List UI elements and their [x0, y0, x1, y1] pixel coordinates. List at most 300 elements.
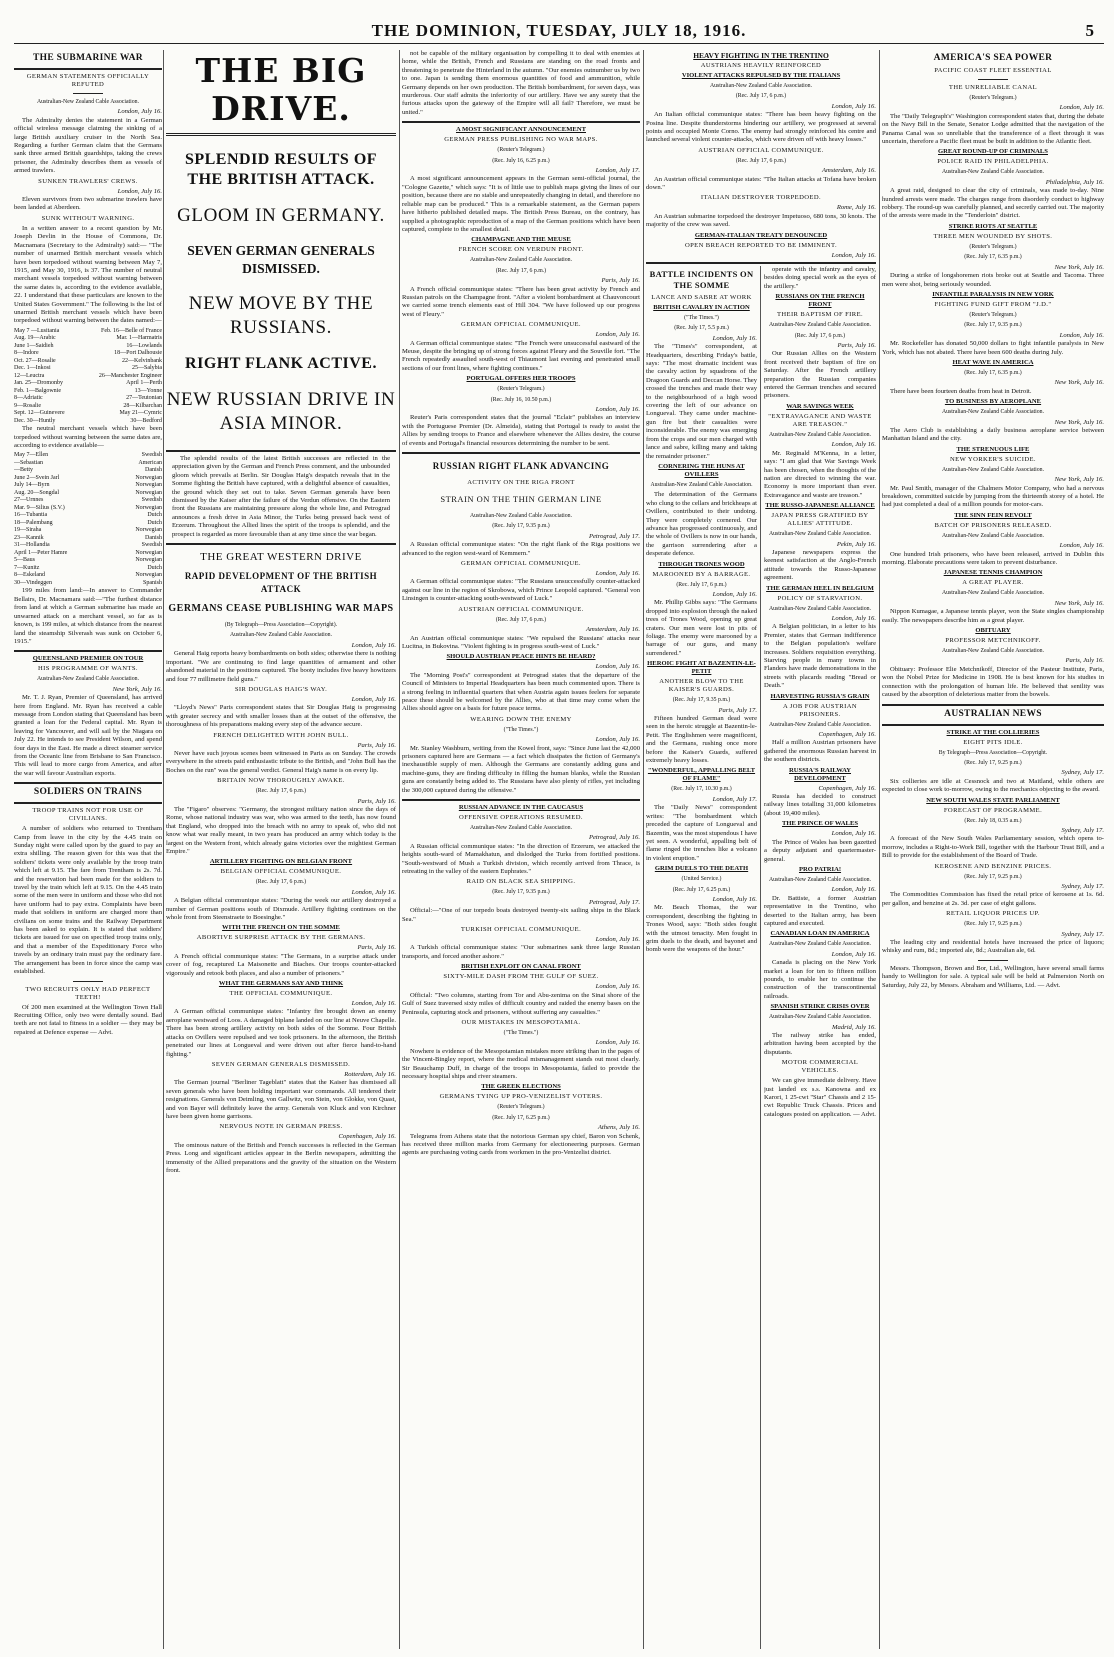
- source: Australian-New Zealand Cable Association.: [650, 481, 753, 488]
- subheadline: THEIR BAPTISM OF FIRE.: [776, 311, 864, 319]
- subheadline: OFFENSIVE OPERATIONS RESUMED.: [459, 814, 583, 821]
- received-time: (Rec. July 17, 6 p.m.): [495, 267, 547, 274]
- article-text: Dr. Battiste, a former Austrian representative in the Trentino, who deserted to the Italian army, has been captured and executed.: [764, 894, 876, 927]
- ship-row: Aug. 20—Songdal Norwegian: [14, 489, 162, 496]
- received-time: (Rec. July 17, 6.35 p.m.): [964, 369, 1022, 376]
- dateline: Philadelphia, July 16.: [1045, 178, 1104, 186]
- received-time: (Rec. July 17, 6 p.m.): [676, 581, 727, 588]
- received-time: (Rec. July 17, 6 p.m.): [495, 616, 547, 623]
- subheadline: FRENCH DELIGHTED WITH JOHN BULL.: [213, 731, 349, 739]
- article-text: Official:—"One of our torpedo boats destroyed twenty-six sailing ships in the Black Sea.": [402, 907, 640, 923]
- source: Australian-New Zealand Cable Association.: [941, 169, 1045, 176]
- article-text: The "Daily News" correspondent writes: "The bombardment which preceded the capture of Longueval and Bazentin, was the most stupendous I have yet seen. A wonderful, appalling belt of flame ringed the trenches like a volcano in violent eruption.": [646, 804, 757, 862]
- subheadline: KEROSENE AND BENZINE PRICES.: [934, 862, 1052, 870]
- dateline: London, July 16.: [595, 570, 640, 578]
- ship-row: 8—Adriatic 27—Teutonian: [14, 395, 162, 402]
- subheadline: WEARING DOWN THE ENEMY: [470, 715, 572, 723]
- source: (Reuter's Telegram.): [497, 147, 545, 154]
- subheadline: GERMAN OFFICIAL COMMUNIQUE.: [461, 321, 581, 329]
- ship-row: Dec. 30—Huntly 30—Bedford: [14, 417, 162, 424]
- misc-section: [764, 266, 876, 1649]
- received-time: (Rec. July 17, 6 p.m.): [255, 788, 307, 795]
- article-text: Telegrams from Athens state that the notorious German spy chief, Baron von Schenk, has received three million marks from Germany for electioneering purposes. German agents are purchasing voting cards from workmen in the pro-Venizelist district.: [402, 1132, 640, 1157]
- dateline: London, July 16.: [351, 641, 396, 649]
- column-rule: [643, 50, 644, 1649]
- received-time: (Rec. July 17, 5.5 p.m.): [674, 325, 729, 332]
- dateline: New York, July 16.: [1054, 418, 1104, 426]
- column-rule: [879, 50, 880, 1649]
- article-text: The railway strike has ended, arbitration having been accepted by the disputants.: [764, 1032, 876, 1056]
- subheadline: ACTIVITY ON THE RIGA FRONT: [467, 479, 575, 487]
- article-text: Official: "Two columns, starting from Tor and Abu-zenima on the Sinai shore of the Gulf of Suez traversed sixty miles of difficult country and raided the enemy bases on the Peninsula, capturing stock and prisoners, without suffering any casualties.": [402, 991, 640, 1016]
- received-time: (Rec. July 17, 9.35 p.m.): [492, 523, 550, 530]
- article-text: The "Morning Post's" correspondent at Petrograd states that the departure of the Council of Ministers to Imperial Headquarters has been much commented upon. There is a strong feeling in influential quarters that when Austria again issues feelers for separate peace these should be welcomed by the Allies, who at that time may come when the Allies should agree on a basis for future peace terms.: [402, 671, 640, 713]
- dateline: Paris, July 16.: [601, 277, 640, 285]
- source: (Reuter's Telegram.): [497, 386, 545, 393]
- dateline: Rome, July 16.: [836, 204, 876, 212]
- subheadline: FORECAST OF PROGRAMME.: [943, 806, 1043, 814]
- source: Australian-New Zealand Cable Association.: [469, 513, 573, 520]
- article-text: Fifteen hundred German dead were seen in the heroic struggle at Bazentin-le-Petit. The Englishmen were magnificent, and the Germans, rushing once more before the Kaiser's Guards, suffered extremely heavy losses.: [646, 715, 757, 765]
- headline: SHOULD AUSTRIAN PEACE HINTS BE HEARD?: [446, 653, 596, 661]
- article-text: Mr. Paul Smith, manager of the Chalmers Motor Company, who had a nervous breakdown, committed suicide by jumping from the thirteenth storey of a hotel. He had just completed a deal of a million pounds for motor-cars.: [882, 484, 1104, 509]
- source: Australian-New Zealand Cable Association.: [941, 590, 1045, 597]
- received-time: (Rec. July 17, 6 p.m.): [735, 93, 787, 100]
- source: Australian-New Zealand Cable Association.: [768, 1014, 872, 1021]
- article-text: The German journal "Berliner Tageblatt" states that the Kaiser has dismissed all seven generals who have been holding important war commands. All tendered their resignations. Generals von Deimling, von Gallwitz, von Stein, von Glokke, von Quast, and von Bayer will definitely leave the army. Generals von Kluck and von Kirchner have been given home garrisons.: [166, 1079, 396, 1120]
- subheadline: NERVOUS NOTE IN GERMAN PRESS.: [219, 1123, 343, 1131]
- source: Australian-New Zealand Cable Association.: [709, 83, 813, 89]
- subheadline: ANOTHER BLOW TO THE KAISER'S GUARDS.: [659, 678, 744, 694]
- received-time: (Rec. July 17, 9.25 p.m.): [964, 921, 1022, 928]
- received-time: (Rec. July 17, 9.25 p.m.): [964, 873, 1022, 880]
- source: Australian-New Zealand Cable Association.: [229, 632, 333, 639]
- subheadline: A JOB FOR AUSTRIAN PRISONERS.: [782, 702, 858, 718]
- headline: PORTUGAL OFFERS HER TROOPS: [466, 375, 576, 383]
- dateline: Sydney, July 17.: [1061, 930, 1104, 938]
- headline: HEAT WAVE IN AMERICA: [952, 358, 1034, 366]
- subheadline: BRITAIN NOW THOROUGHLY AWAKE.: [217, 777, 345, 785]
- headline: BATTLE INCIDENTS ON THE SOMME: [649, 269, 754, 290]
- received-time: (Rec. July 17, 9.25 p.m.): [964, 759, 1022, 766]
- masthead: [14, 18, 1104, 44]
- article-text: A German official communique states: "The Russians unsuccessfully counter-attacked against our line in the region of Skrobowa, which Prince Leopold captured. "General von Linsingen is counter-attacking south-westward of Luck.": [402, 578, 640, 603]
- article-text: The Admiralty denies the statement in a German official wireless message claiming the sinking of a large British auxiliary cruiser in the North Sea. Regarding a further German claim that the Germans sank three armed British guardships, taking the crews prisoner, the Admiralty describes them as vessels of armed trawlers.: [14, 116, 162, 175]
- subheadline: AUSTRIANS HEAVILY REINFORCED: [700, 62, 822, 69]
- ship-row: Sept. 12—Guinevere May 21—Cymric: [14, 410, 162, 417]
- dateline: Paris, July 16.: [1065, 657, 1104, 665]
- article-text: Mr. Reginald M'Kenna, in a letter, says: "I am glad that War Savings Week has been chosen, when the thoughts of the nation are directed to winning the war. Economy is more important than ever. Extravagance and waste are treason.": [764, 449, 876, 499]
- dateline: New York, July 16.: [1054, 476, 1104, 484]
- dateline: Paris, July 16.: [357, 944, 396, 952]
- headline: VIOLENT ATTACKS REPULSED BY THE ITALIANS: [681, 72, 841, 79]
- article-text: 199 miles from land:—In answer to Commander Bellairs, Dr. Macnamara said:—"The furthest distance from land at which a German submarine has made an unwarned attack on a merchant vessel, so far as is known, is 199 miles, at which distance from the nearest land the steamship Silverash was sunk on October 6, 1915.": [14, 587, 162, 645]
- ship-row: 30—Vindeggen Spanish: [14, 579, 162, 586]
- received-time: (Rec. July 17, 6.25 p.m.): [672, 886, 731, 893]
- dateline: New York, July 16.: [1054, 379, 1104, 387]
- page-number: 5: [1085, 20, 1094, 40]
- article-text: Obituary: Professor Elie Metchnikoff, Director of the Pasteur Institute, Paris, won the Nobel Prize for Medicine in 1908. He is best known for his studies in connection with the prolongation of human life. He believed that senility was caused by the absorption of deleterious matter from the bowels.: [882, 665, 1104, 699]
- headline: GERMAN-ITALIAN TREATY DENOUNCED: [694, 231, 828, 239]
- headline: RUSSIANS ON THE FRENCH FRONT: [775, 293, 865, 309]
- headline: OBITUARY: [975, 627, 1011, 635]
- newspaper-title: THE DOMINION, TUESDAY, JULY 18, 1916.: [371, 20, 747, 40]
- headline: THROUGH TRONES WOOD: [658, 560, 745, 568]
- source: Australian-New Zealand Cable Association.: [469, 257, 573, 264]
- article-text: The Prince of Wales has been gazetted a deputy adjutant and quartermaster-general.: [764, 838, 876, 863]
- subheadline: A GREAT PLAYER.: [962, 579, 1024, 587]
- ship-row: May 7—Ellen Swedish: [14, 452, 162, 459]
- article-text: A Belgian official communique states: "During the week our artillery destroyed a number of German positions south of Dixmude. Artillery fighting continues on the whole front from Steenstraete to Boesinghe.": [166, 897, 396, 922]
- article-text: The "Daily Telegraph's" Washington correspondent states that, during the debate on the Navy Bill in the Senate, Senator Lodge admitted that the navigation of the Panama Canal was so unreliable that the transference of a fleet through it was uncertain, therefore a Pacific fleet must be built in addition to the Atlantic fleet.: [882, 112, 1104, 146]
- article-text: The "Times's" correspondent, at Headquarters, describing Friday's battle, says: "The most dramatic incident was the cavalry action by squadrons of the Dragoon Guards and Deccan Horse. They crossed the trenches and made their way to the neighbourhood of a high wood covering the left of our advance on Longueval. They came under machine-gun fire but their casualties were inconsiderable. The enemy was emerging from the crops and our men charged with lance and sabre, killing many and taking the remainder prisoner.": [646, 343, 757, 460]
- article-text: The determination of the Germans who clung to the cellars and brickheaps at Ovillers, contributed to their undoing. They were completely cornered. Our advance has progressed continuously, and the whole of Ovillers is now in our hands, the garrison surrendering after a desperate defence.: [646, 491, 757, 558]
- dateline: London, July 16.: [1059, 104, 1104, 112]
- dateline: London, July 16.: [1059, 542, 1104, 550]
- subheadline: NEW YORKER'S SUICIDE.: [950, 455, 1036, 463]
- column-rule: [760, 266, 761, 1649]
- dateline: London, July 16.: [831, 950, 876, 958]
- column-rule: [399, 50, 400, 1649]
- article-text: A number of soldiers who returned to Trentham Camp from leave in the city by the 4.45 train on Sunday night were called upon by the guard to pay an extra shilling. The reason given for this was that the soldiers' tickets were only available by the troop train which left at 9.15. The fare from Trentham is 2s. 7d. and the reservation had been made for the soldiers to travel by the train which left at 9.15. On the 4.45 train some of the men were in uniform and those who did not have uniform had to pay extra. Complaints have been made that soldiers in uniform are charged more than civilians on some trains and the Railway Department has been asked to explain. It is stated that soldiers' tickets are issued for use on specified troop trains only, and that a member of the Expeditionary Force who travels by an ordinary train must pay the ordinary fare. The arrangement has been in force since the camp was established.: [14, 825, 162, 976]
- received-time: (Rec. July 18, 0.35 a.m.): [964, 817, 1022, 824]
- source: Australian-New Zealand Cable Association.: [941, 466, 1045, 473]
- article-text: Our Russian Allies on the Western front received their baptism of fire on Saturday. After the French artillery preparation the Russian companies entered the German trenches and secured prisoners.: [764, 350, 876, 400]
- article-text: Of 200 men examined at the Wellington Town Hall Recruiting Office, only two were dentally sound. Bad teeth are not fatal to fitness in a soldier — they may be repaired at Defence expense — Advt.: [14, 1003, 162, 1036]
- source: (United Service.): [681, 876, 722, 883]
- dateline: London, July 16.: [1059, 331, 1104, 339]
- dateline: London, July 16.: [595, 331, 640, 339]
- headline: GREAT ROUND-UP OF CRIMINALS: [938, 148, 1048, 156]
- ship-row: Mar. 9—Silius (S.V.) Norwegian: [14, 504, 162, 511]
- source: Australian-New Zealand Cable Association.: [469, 825, 573, 831]
- dateline: London, July 16.: [595, 983, 640, 991]
- subheadline: THE UNRELIABLE CANAL: [948, 84, 1038, 91]
- dateline: London, July 16.: [351, 1000, 396, 1008]
- dateline: London, July 16.: [117, 108, 162, 116]
- source: (Reuter's Telegram.): [969, 243, 1017, 250]
- ship-row: Jan. 25—Dromonby April 1—Perth: [14, 380, 162, 387]
- dateline: London, July 16.: [831, 441, 876, 449]
- subheadline: TURKISH OFFICIAL COMMUNIQUE.: [460, 926, 582, 934]
- dateline: Petrograd, July 17.: [588, 532, 640, 540]
- column-1: [14, 50, 162, 1649]
- ship-row: 8—Indore 18—Port Dalhousie: [14, 350, 162, 357]
- headline: PRO PATRIA!: [798, 865, 842, 873]
- dateline: Paris, July 16.: [357, 741, 396, 749]
- article-text: Mr. Phillip Gibbs says: "The Germans dropped into explosion through the naked trees of Trones Wood, opening up great craters. Our men were lost in pits of foliage. The enemy were marooned by a barrage of our guns, and many surrendered.": [646, 599, 757, 657]
- dateline: Athens, July 16.: [597, 1124, 640, 1132]
- headline: SEVEN GERMAN GENERALS DISMISSED.: [187, 243, 375, 276]
- subheadline: BATCH OF PRISONERS RELEASED.: [934, 521, 1052, 529]
- source: (Reuter's Telegram.): [497, 1104, 545, 1111]
- subheadline: OPEN BREACH REPORTED TO BE IMMINENT.: [684, 241, 838, 249]
- source: ("The Times."): [503, 1029, 539, 1036]
- article-text: One hundred Irish prisoners, who have been released, arrived in Dublin this morning. Elaborate precautions were taken to prevent disturbance.: [882, 550, 1104, 567]
- article-text: Mr. Beach Thomas, the war correspondent, describing the fighting in Trones Wood, says: "Both sides fought with the utmost tenacity. Men fought in grim duels to the death, and bayonet and bomb were the weapons of the hour.": [646, 904, 757, 954]
- article-text: A great raid, designed to clear the city of criminals, was made to-day. Nine hundred arrests were made. The charges range from disorderly conduct to highway robbery. The round-up was carefully planned, and secretly carried out. The majority of the arrests were made in the "Tenderloin" district.: [882, 187, 1104, 220]
- dateline: Petrograd, July 17.: [588, 898, 640, 906]
- subheadline: GERMAN PRESS PUBLISHING NO WAR MAPS.: [444, 136, 598, 144]
- source: ("The Times."): [684, 315, 719, 321]
- article-text: In a written answer to a recent question by Mr. Joseph Devlin in the House of Commons, Dr. Macnamara (Secretary to the Admiralty) said:— "The number of unarmed British merchant vessels which have been torpedoed without warning between May 7, 1915, and May 30, 1916, is 37. The number of neutral merchant vessels torpedoed without warning between the same dates is, according to the evidence available, 22. I understand that these particulars are known to the United States Government." The following is the list of unarmed British merchant vessels which have been torpedoed without warning between the dates named:—: [14, 224, 162, 325]
- headline: CANADIAN LOAN IN AMERICA: [770, 930, 870, 938]
- headline: RIGHT FLANK ACTIVE.: [185, 355, 377, 372]
- source: ("The Times."): [503, 726, 539, 733]
- source: Australian-New Zealand Cable Association.: [768, 605, 872, 612]
- article-text: A French official communique states: "There has been great activity by French and Russian patrols on the Champagne front. "After a violent bombardment at Chauvoncourt we carried some trench elements east of Hill 304. "We have followed up our progress west of Fleury.": [402, 285, 640, 318]
- headline: JAPANESE TENNIS CHAMPION: [943, 569, 1043, 577]
- article-text: Six collieries are idle at Cessnock and two at Maitland, while others are expected to close work to-morrow, owing to the mechanics objecting to the award.: [882, 777, 1104, 794]
- headline: RUSSIAN ADVANCE IN THE CAUCASUS: [458, 804, 584, 811]
- ship-row: Feb. 1—Balgownie 13—Yonne: [14, 387, 162, 394]
- ship-row: 31—Hollandia Swedish: [14, 542, 162, 549]
- dateline: London, July 16.: [351, 695, 396, 703]
- source: Australian-New Zealand Cable Association.: [768, 322, 872, 329]
- headline: RAPID DEVELOPMENT OF THE BRITISH ATTACK: [184, 571, 378, 595]
- article-text: not be capable of the military organisation by compelling it to deal with enemies at home, while the British, French and Russians are standing on the road fronts and threatening to penetrate the Hinterland in the autumn. "Our enemies outnumber us by two to one. Japan is sending them enormous quantities of food and ammunition, while Germany depends on her own production. The British bombardment, for seven days, was murderous. Our staff admits the inferiority of our artillery. Have we any surety that the furious attacks upon the gateway of the Empire will all fail? Therefore, we must be united.": [402, 50, 640, 116]
- headline: TO BUSINESS BY AEROPLANE: [944, 398, 1042, 406]
- subheadline: TWO RECRUITS ONLY HAD PERFECT TEETH!: [25, 985, 151, 1001]
- subheadline: JAPAN PRESS GRATIFIED BY ALLIES' ATTITUDE.: [771, 512, 869, 528]
- headline: ARTILLERY FIGHTING ON BELGIAN FRONT: [209, 858, 353, 866]
- dateline: Madrid, July 16.: [832, 1023, 876, 1031]
- article-text: The Commodities Commission has fixed the retail price of kerosene at 1s. 6d. per gallon, and benzine at 2s. 3d. per case of eight gallons.: [882, 891, 1104, 907]
- dateline: Sydney, July 17.: [1061, 882, 1104, 890]
- headline: GLOOM IN GERMANY.: [177, 205, 385, 226]
- article-text: A French official communique states: "The Germans, in a surprise attack under cover of fog, recaptured La Maisonette and Biaches. Our troops counter-attacked vigorously and retook both places, and also a number of prisoners.": [166, 952, 396, 977]
- headline: QUEENSLAND PREMIER ON TOUR: [32, 655, 144, 663]
- subheadline: POLICY OF STARVATION.: [777, 594, 863, 602]
- article-text: Never have such joyous scenes been witnessed in Paris as on Sunday. The crowds everywhere in the streets paid enthusiastic tribute to the British, and "John Bull has the Boches on the run" was the general verdict. General Haig's name is on every lip.: [166, 749, 396, 774]
- subheadline: PROFESSOR METCHNIKOFF.: [945, 637, 1041, 645]
- headline: WAR SAVINGS WEEK: [786, 402, 854, 410]
- source: Australian-New Zealand Cable Association.: [768, 431, 872, 438]
- article-text: The ominous nature of the British and French successes is reflected in the German Press. Long and significant articles appear in the Berlin newspapers, admitting the immensity of the Allied preparations and the gravity of the situation on the Western front.: [166, 1141, 396, 1174]
- dateline: London, July 16.: [595, 406, 640, 413]
- ship-row: Aug. 19—Arabic Mar. 1—Harmatris: [14, 335, 162, 342]
- article-text: An Austrian official communique states: "The Italian attacks at Tofana have broken down.": [646, 175, 876, 192]
- headline: SOLDIERS ON TRAINS: [33, 787, 143, 798]
- article-text: An Italian official communique states: "There has been heavy fighting on the Posina line. Despite thunderstorms hindering our artillery, we progressed at several points and occupied Monte Corno. The enemy had strongly reinforced his centre and launched several violent counter-attacks, which were driven off with heavy losses.": [646, 111, 876, 144]
- dateline: London, July 16.: [351, 888, 396, 896]
- dateline: Paris, July 16.: [837, 342, 876, 350]
- headline: GERMANS CEASE PUBLISHING WAR MAPS: [168, 603, 394, 615]
- headline: SPLENDID RESULTS OF THE BRITISH ATTACK.: [184, 151, 378, 188]
- source: (Reuter's Telegram.): [969, 311, 1017, 318]
- article-text: During a strike of longshoremen riots broke out at Seattle and Tacoma. Three men were shot, being seriously wounded.: [882, 272, 1104, 288]
- received-time: (Rec. July 17, 6 p.m.): [735, 157, 787, 164]
- subheadline: PACIFIC COAST FLEET ESSENTIAL: [934, 67, 1052, 74]
- column-3: [402, 50, 640, 1649]
- ship-row: April 1—Peter Hamre Norwegian: [14, 549, 162, 556]
- dateline: London, July 16.: [595, 736, 640, 744]
- dateline: New York, July 16.: [1054, 263, 1104, 271]
- source: Australian-New Zealand Cable Association.: [941, 648, 1045, 655]
- dateline: Amsterdam, July 16.: [586, 626, 640, 634]
- advertisement-text: Messrs. Thompson, Brown and Bor, Ltd., Wellington, have several small farms handy to Wellington for sale. A typical sale will be held at Palmerston North on Saturday, July 22, by Messrs. Abraham and Williams, Ltd. — Advt.: [882, 964, 1104, 989]
- ship-row: July 14—Byrn Norwegian: [14, 482, 162, 489]
- dateline: London, July 16.: [117, 187, 162, 195]
- article-text: The leading city and residential hotels have increased the price of liquors; whisky and rum, 8d.; imported ale, 8d.; Australian ale, 6d.: [882, 939, 1104, 955]
- ship-row: 8—Eskeland Norwegian: [14, 572, 162, 579]
- article-text: The "Figaro" observes: "Germany, the strongest military nation since the days of Rome, whose national industry was war, who was armed to the teeth, has now found that England, who dropped into the breach with no army to speak of, who did not know what war really meant, in two years has produced an army which today is the largest on the Western front, which already gains victories over the mightiest German Empire.": [166, 805, 396, 855]
- ship-row: Dec. 1—Inkosi 25—Salybia: [14, 365, 162, 372]
- column-4: [646, 50, 876, 1649]
- ship-row: June 2—Svein Jarl Norwegian: [14, 474, 162, 481]
- subheadline: OUR MISTAKES IN MESOPOTAMIA.: [461, 1018, 581, 1026]
- dateline: Petrograd, July 16.: [588, 834, 640, 842]
- headline: WITH THE FRENCH ON THE SOMME: [222, 924, 340, 932]
- article-text: General Haig reports heavy bombardments on both sides; otherwise there is nothing important. "We are continuing to find large quantities of armament and other abandoned material in the positions captured. The booty includes five heavy howitzers and four 77 millimetre field guns.": [166, 650, 396, 683]
- dateline: Amsterdam, July 16.: [822, 167, 876, 175]
- article-text: Mr. Stanley Washburn, writing from the Kowel front, says: "Since June last the 42,000 prisoners captured here are Germans — a fact which dissipates the fiction of Germany's inexhaustible supply of men. Although the Germans are constantly adding guns and machine-guns, they are finding difficulty in filling the human blanks, while the Russian guns are constantly being added to. The Russians have also plenty of rifles, yet including the 300,000 captured during the offensive.": [402, 744, 640, 794]
- headline: INFANTILE PARALYSIS IN NEW YORK: [932, 290, 1054, 298]
- article-text: Half a million Austrian prisoners have gathered the enormous Russian harvest in the southern districts.: [764, 739, 876, 764]
- dateline: London, July 16.: [595, 1039, 640, 1047]
- headline: THE RUSSO-JAPANESE ALLIANCE: [765, 502, 875, 510]
- ship-row: Oct. 27—Rosalie 22—Kelvinbank: [14, 357, 162, 364]
- headline: "WONDERFUL, APPALLING BELT OF FLAME": [647, 767, 756, 783]
- subheadline: GERMAN STATEMENTS OFFICIALLY REFUTED: [26, 73, 150, 88]
- ship-row: 7—Kunitz Dutch: [14, 564, 162, 571]
- dateline: London, July 16.: [595, 936, 640, 944]
- article-text: An Austrian submarine torpedoed the destroyer Impetuoso, 680 tons, 30 knots. The majority of the crew was saved.: [646, 212, 876, 229]
- subheadline: AUSTRIAN OFFICIAL COMMUNIQUE.: [698, 146, 824, 154]
- received-time: (Rec. July 16, 6.25 p.m.): [492, 157, 550, 164]
- dateline: Copenhagen, July 16.: [338, 1133, 396, 1141]
- subheadline: GERMAN OFFICIAL COMMUNIQUE.: [461, 560, 581, 568]
- subheadline: THE OFFICIAL COMMUNIQUE.: [229, 990, 333, 998]
- dateline: London, July 16.: [831, 830, 876, 838]
- source: Australian-New Zealand Cable Association.: [768, 941, 872, 948]
- article-text: A German official communique states: "The French were unsuccessful eastward of the Meuse, despite the bringing up of strong forces against Fleury and the Souville fort. "The French repeatedly assaulted south-west of Thiaumont last evening and penetrated small sections of our front lines, where fighting continues.": [402, 339, 640, 372]
- dateline: London, July 16.: [831, 886, 876, 894]
- subheadline: MOTOR COMMERCIAL VEHICLES.: [781, 1059, 859, 1075]
- ship-row: 19—Siraha Norwegian: [14, 527, 162, 534]
- source: Australian-New Zealand Cable Association.: [36, 99, 140, 105]
- received-time: (Rec. July 17, 9.35 p.m.): [964, 322, 1022, 329]
- ship-row: 27—Urnnes Swedish: [14, 497, 162, 504]
- article-text: An Austrian official communique states: "We repulsed the Russians' attacks near Lucitna, in Bukovina. "Violent fighting is in progress south-west of Luck.": [402, 634, 640, 650]
- dateline: Pekin, July 16.: [836, 540, 876, 548]
- article-text: A Russian official communique states: "In the direction of Erzerum, we attacked the heights south-ward of Mamakhatun, and dislodged the Turks from fortified positions. "South-westward of Mush a Turkish division, which recently arrived from Thrace, is retreating in the valley of the eastern Euphrates.": [402, 842, 640, 876]
- ship-row: —Sebastian American: [14, 459, 162, 466]
- subheadline: LANCE AND SABRE AT WORK: [651, 294, 752, 301]
- article-text: "Lloyd's News" Paris correspondent states that Sir Douglas Haig is progressing with greater secrecy and with smaller losses than at the outset of the offensive, the thoroughness of his preparations making every step of the advance secure.: [166, 704, 396, 729]
- article-text: Nippon Kumagae, a Japanese tennis player, won the State singles championship easily. The newspapers describe him as a great player.: [882, 608, 1104, 624]
- ship-list: [14, 328, 162, 426]
- headline: CORNERING THE HUNS AT OVILLERS: [658, 462, 745, 478]
- subheadline: ABORTIVE SURPRISE ATTACK BY THE GERMANS.: [196, 934, 366, 942]
- received-time: (Rec. July 17, 6 p.m.): [255, 879, 307, 886]
- headline: THE STRENUOUS LIFE: [956, 445, 1030, 453]
- headline: BRITISH CAVALRY IN ACTION: [653, 304, 750, 311]
- source: Australian-New Zealand Cable Association.: [768, 876, 872, 883]
- subheadline: SUNKEN TRAWLERS' CREWS.: [38, 177, 138, 185]
- subheadline: FIGHTING FUND GIFT FROM "J.D.": [934, 300, 1052, 308]
- article-text: Reuter's Paris correspondent states that the journal "Eclair" publishes an interview with the Portuguese Premier (Dr. Almeida), stating that Portugal is ready to assist the Allies by sending troops to France and elsewhere whenever the Allies desire, the course of events and Portugal's financial resources determining the number to be sent.: [402, 414, 640, 447]
- article-text: A most significant announcement appears in the German semi-official journal, the "Cologne Gazette," which says: "It is of little use to publish maps giving the lines of our position, because there are no stable and unrepeatedly changing in detail, and therefore no reliable map can be produced." This is a remarkable statement, as the German papers have hitherto published detailed maps. The British Press Bureau, on the contrary, has supplied a photographic reproduction of a map of the German positions which have been captured, complete to the smallest detail.: [402, 175, 640, 233]
- article-text: A Turkish official communique states: "Our submarines sank three large Russian transports, and forced another ashore.": [402, 944, 640, 960]
- main-headline: THE BIG DRIVE.: [195, 51, 367, 128]
- dateline: London, July 16.: [595, 663, 640, 671]
- article-text: operate with the infantry and cavalry, besides doing special work as the eyes of the artillery.": [764, 266, 876, 290]
- dateline: Sydney, July 17.: [1061, 769, 1104, 777]
- article-text: The neutral merchant vessels which have been torpedoed without warning between the same dates are, according to evidence available—: [14, 425, 162, 450]
- dateline: London, July 16.: [831, 102, 876, 110]
- subheadline: POLICE RAID IN PHILADELPHIA.: [937, 158, 1049, 166]
- subheadline: THREE MEN WOUNDED BY SHOTS.: [933, 232, 1053, 240]
- subheadline: SEVEN GERMAN GENERALS DISMISSED.: [211, 1060, 351, 1068]
- column-5: [882, 50, 1104, 1649]
- article-text: Nowhere is evidence of the Mesopotamian mistakes more striking than in the pages of the Vincent-Bingley report, where the medical mismanagement stands out most clearly. Sir Beauchamp Duff, in charge of the troops in Mesopotamia, failed to provide the necessary hospital ships and river steamers.: [402, 1047, 640, 1080]
- lede-text: The splendid results of the latest British successes are reflected in the appreciation given by the German and French Press comment, and the unbounded gloom which prevails at Berlin. Sir Douglas Haig's despatch reveals that in the Somme fighting the British have captured, with a delightful absence of casualties, the ground which they set out to take. Seven German generals have been dismissed by the Kaiser after the failure of the Verdun offensive. On the Eastern front the Russians are maintaining pressure along the whole line, and Petrograd announces a fresh drive in Asia Minor, the Turks being pressed back west of Erzerum. Throughout the Allied lines the spirit of the troops is splendid, and the prospect is regarded as more favourable than at any time since the war began.: [172, 455, 390, 538]
- column-rule: [163, 50, 164, 1649]
- dateline: London, July 16.: [831, 614, 876, 622]
- subheadline: AUSTRIAN OFFICIAL COMMUNIQUE.: [458, 605, 584, 613]
- article-text: Canada is placing on the New York market a loan for ten to fifteen million pounds, to enable her to continue the construction of the transcontinental railroads.: [764, 959, 876, 1000]
- headline: RUSSIAN RIGHT FLANK ADVANCING: [432, 461, 610, 472]
- headline: THE PRINCE OF WALES: [781, 820, 859, 828]
- headline: SPANISH STRIKE CRISIS OVER: [770, 1003, 870, 1011]
- source: Australian-New Zealand Cable Association.: [36, 676, 140, 683]
- headline: AUSTRALIAN NEWS: [944, 708, 1042, 719]
- headline: NEW SOUTH WALES STATE PARLIAMENT: [926, 796, 1060, 804]
- dateline: Copenhagen, July 16.: [818, 784, 876, 792]
- headline: THE GREEK ELECTIONS: [481, 1083, 561, 1091]
- headline: RUSSIA'S RAILWAY DEVELOPMENT: [789, 766, 851, 782]
- headline: HARVESTING RUSSIA'S GRAIN: [770, 692, 870, 700]
- headline: GRIM DUELS TO THE DEATH: [654, 865, 749, 873]
- dateline: London, July 16.: [831, 251, 876, 259]
- somme-section: [646, 266, 757, 1649]
- article-text: The Aero Club is establishing a daily business aeroplane service between Manhattan Island and the city.: [882, 426, 1104, 443]
- ship-row: 12—Leuctra 26—Manchester Engineer: [14, 372, 162, 379]
- ship-row: 16—Tubantia Dutch: [14, 512, 162, 519]
- headline: STRIKE AT THE COLLIERIES: [946, 728, 1040, 736]
- headline: STRIKE RIOTS AT SEATTLE: [948, 222, 1038, 230]
- subheadline: SIXTY-MILE DASH FROM THE GULF OF SUEZ.: [443, 973, 599, 981]
- received-time: (Rec. July 17, 10.30 p.m.): [671, 786, 732, 793]
- headline: NEW MOVE BY THE RUSSIANS.: [188, 293, 374, 338]
- subheadline: SUNK WITHOUT WARNING.: [41, 214, 135, 222]
- received-time: (Rec. July 17, 6.35 p.m.): [964, 254, 1022, 261]
- headline: A MOST SIGNIFICANT ANNOUNCEMENT: [455, 126, 586, 134]
- dateline: London, July 16.: [712, 334, 757, 342]
- source: Australian-New Zealand Cable Association.: [941, 409, 1045, 416]
- received-time: (Rec. July 17, 6 p.m.): [794, 332, 846, 339]
- article-text: Russia has decided to construct railway lines totalling 31,000 kilometres (about 19,400 miles).: [764, 793, 876, 817]
- subheadline: BELGIAN OFFICIAL COMMUNIQUE.: [220, 868, 342, 876]
- source: (By Telegraph—Press Association—Copyright).: [224, 622, 338, 629]
- headline: WHAT THE GERMANS SAY AND THINK: [218, 980, 344, 988]
- headline: STRAIN ON THE THIN GERMAN LINE: [440, 494, 602, 505]
- dateline: Copenhagen, July 16.: [818, 731, 876, 739]
- subheadline: HIS PROGRAMME OF WANTS.: [38, 665, 138, 673]
- article-text: A German official communique states: "Infantry fire brought down an enemy aeroplane westward of Loos. A damaged biplane landed on our line at Neuve Chapelle. There has been strong artillery activity on both sides of the Somme. Four British attacks on Ovillers were repulsed and we took prisoners. In the afternoon, the British penetrated our lines at Longueval and were driven out after fierce hand-to-hand fighting.": [166, 1008, 396, 1058]
- subheadline: TROOP TRAINS NOT FOR USE OF CIVILIANS.: [32, 807, 144, 823]
- ship-row: 5—Baus Norwegian: [14, 557, 162, 564]
- headline: THE GERMAN HEEL IN BELGIUM: [766, 584, 874, 592]
- dateline: London, July 17.: [595, 167, 640, 175]
- received-time: (Rec. July 17, 6.25 p.m.): [492, 1114, 550, 1121]
- article-text: A forecast of the New South Wales Parliamentary session, which opens to-morrow, includes a Right-to-Work Bill, together with the Harbour Trust Bill, and a Bill to provide for the establishment of the Board of Trade.: [882, 835, 1104, 860]
- dateline: London, July 16.: [712, 895, 757, 903]
- dateline: London, July 16.: [712, 590, 757, 598]
- article-text: A Russian official communique states: "On the right flank of the Riga positions we advanced to the region west-ward of Kemmern.": [402, 541, 640, 557]
- headline: AMERICA'S SEA POWER: [933, 53, 1053, 63]
